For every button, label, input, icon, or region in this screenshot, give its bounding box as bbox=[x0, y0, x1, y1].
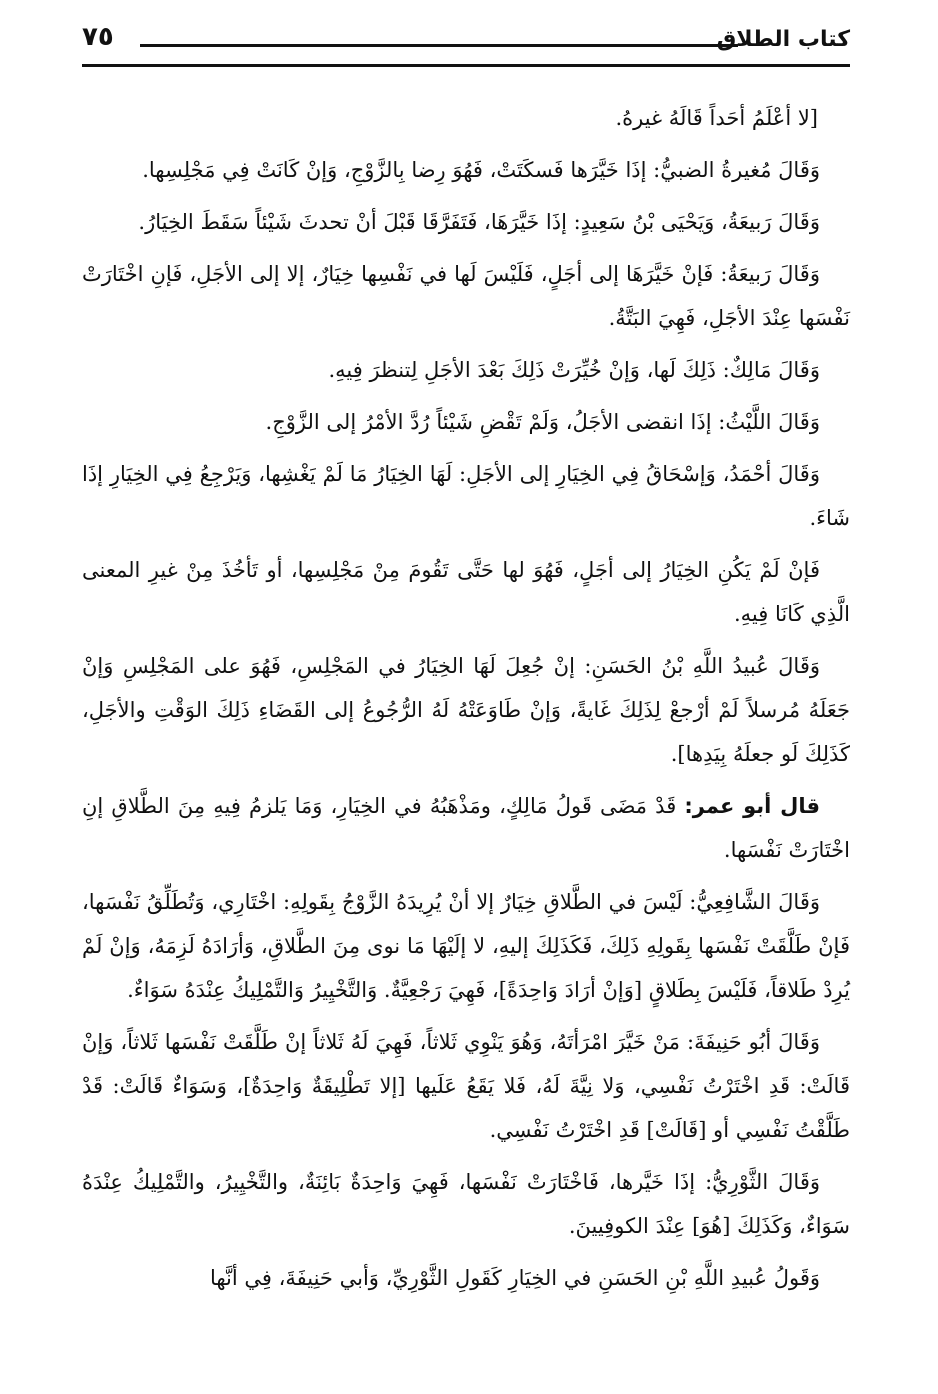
paragraph-text: وَقَولُ عُبيدِ اللَّهِ بْنِ الحَسَنِ في الخِيَارِ كَقَولِ الثَّوْرِيِّ، وَأبي حَنِيفَةَ، فِي أنَّها bbox=[209, 1266, 820, 1290]
header-underline bbox=[140, 44, 738, 47]
paragraph-text: قَدْ مَضَى قَولُ مَالِكٍ، ومَذْهَبُهُ في الخِيَارِ، وَمَا يَلزمُ فِيهِ مِنَ الطَّلاقِ إنِ اخْتَارَتْ نَفْسَها. bbox=[82, 794, 850, 862]
page-body bbox=[82, 96, 850, 1308]
paragraph bbox=[82, 1256, 850, 1300]
paragraph-text: وَقَالَ أحْمَدُ، وَإسْحَاقُ فِي الخِيَارِ إلى الأجَلِ: لَهَا الخِيَارُ مَا لَمْ يَغْشِها، وَيَرْجِعُ فِي الخِيَارِ إذَا شَاءَ. bbox=[82, 462, 850, 530]
paragraph bbox=[82, 148, 850, 192]
paragraph bbox=[82, 348, 850, 392]
paragraph bbox=[82, 1020, 850, 1152]
paragraph bbox=[82, 644, 850, 776]
paragraph bbox=[82, 252, 850, 340]
paragraph bbox=[82, 200, 850, 244]
paragraph-text: وَقَالَ مَالِكٌ: ذَلِكَ لَها، وَإنْ خُيِّرَتْ ذَلِكَ بَعْدَ الأجَلِ لِتنظرَ فِيهِ. bbox=[328, 358, 820, 382]
paragraph bbox=[82, 400, 850, 444]
paragraph bbox=[82, 96, 850, 140]
paragraph bbox=[82, 548, 850, 636]
paragraph-text: وَقَالَ رَبيعَةُ: فَإنْ خَيَّرَهَا إلى أجَلٍ، فَلَيْسَ لَها في نَفْسِها خِيَارٌ، إلا إلى الأجَلِ، فَإنِ اخْتَارَتْ نَفْسَها عِنْدَ الأجَلِ، فَهِيَ البَتَّةُ. bbox=[82, 262, 850, 330]
paragraph bbox=[82, 784, 850, 872]
paragraph-lead: قال أبو عمر: bbox=[684, 794, 820, 818]
running-title: كتاب الطلاق bbox=[716, 27, 850, 52]
paragraph bbox=[82, 1160, 850, 1248]
paragraph-text: وَقَالَ أبُو حَنِيفَةَ: مَنْ خَيَّرَ امْرَأتَهُ، وَهُوَ يَنْوِي ثَلاثاً، فَهِيَ لَهُ ثَلاثاً إنْ طَلَّقَتْ نَفْسَها ثَلاثاً، وَإنْ قَالَتْ: قَدِ اخْتَرْتُ نَفْسِي، وَلا نِيَّةَ لَهُ، فَلا يَقَعُ عَلَيها [إلا تَطْلِيقَةٌ وَاحِدَةٌ]، وَسَوَاءٌ قَالَتْ: قَدْ طَلَّقْتُ نَفْسِي أو [قَالَتْ] قَدِ اخْتَرْتُ نَفْسِي. bbox=[82, 1030, 850, 1142]
paragraph-text: فَإنْ لَمْ يَكُنِ الخِيَارُ إلى أجَلٍ، فَهُوَ لها حَتَّى تَقُومَ مِنْ مَجْلِسِها، أو تَأخُذَ مِنْ غيرِ المعنى الَّذِي كَانَا فِيهِ. bbox=[82, 558, 850, 626]
paragraph-text: وَقَالَ الثَّوْرِيُّ: إذَا خَيَّرها، فَاخْتَارَتْ نَفْسَها، فَهِيَ وَاحِدَةٌ بَائِنَةٌ، والتَّخْيِيرُ، والتَّمْلِيكُ عِنْدَهُ سَوَاءٌ، وَكَذَلِكَ [هُوَ] عِنْدَ الكوفِيينَ. bbox=[82, 1170, 850, 1238]
paragraph-text: وَقَالَ رَبيعَةُ، وَيَحْيَى بْنُ سَعِيدٍ: إذَا خَيَّرَهَا، فَتَفَرَّقَا قَبْلَ أنْ تحدثَ شَيْئاً سَقَطَ الخِيَارُ. bbox=[138, 210, 820, 234]
paragraph bbox=[82, 452, 850, 540]
header-separator bbox=[82, 64, 850, 67]
paragraph-text: وَقَالَ الشَّافِعِيُّ: لَيْسَ في الطَّلاقِ خِيَارٌ إلا أنْ يُرِيدَهُ الزَّوْجُ بِقَولِهِ: اخْتَارِي، وَتُطَلِّقُ نَفْسَها، فَإنْ طَلَّقَتْ نَفْسَها بِقَولِهِ ذَلِكَ، فَكَذَلِكَ إليهِ، لا إلَيْهَا مَا نوى مِنَ الطَّلاقِ، وَأرَادَهُ لَزِمَهُ، وَإنْ لَمْ يُرِدْ طَلاقاً، فَلَيْسَ بِطَلاقٍ [وَإنْ أرَادَ وَاحِدَةً]، فَهِيَ رَجْعِيَّةٌ. وَالتَّخْيِيرُ وَالتَّمْلِيكُ عِنْدَهُ سَوَاءٌ. bbox=[82, 890, 850, 1002]
paragraph bbox=[82, 880, 850, 1012]
paragraph-text: [لا أعْلَمُ أحَداً قَالَهُ غيرهُ. bbox=[615, 106, 818, 130]
paragraph-text: وَقَالَ اللَّيْثُ: إذَا انقضى الأجَلُ، وَلَمْ تَقْضِ شَيْئاً رُدَّ الأمْرُ إلى الزَّوْجِ. bbox=[265, 410, 820, 434]
paragraph-text: وَقَالَ عُبيدُ اللَّهِ بْنُ الحَسَنِ: إنْ جُعِلَ لَهَا الخِيَارُ في المَجْلِسِ، فَهُوَ على المَجْلِسِ وَإنْ جَعَلَهُ مُرسلاً لَمْ أرْجعْ لِذَلِكَ غَايةً، وَإنْ طَاوَعَتْهُ لَهُ الرُّجُوعُ إلى القَضَاءِ ذَلِكَ الوَقْتِ والأجَلِ، كَذَلِكَ لَو جعلَهُ بِيَدِها]. bbox=[82, 654, 850, 766]
paragraph-text: وَقَالَ مُغيرةُ الضبيُّ: إذَا خَيَّرَها فَسكَتَتْ، فَهُوَ رِضا بِالزَّوْجِ، وَإنْ كَانَتْ فِي مَجْلِسِها. bbox=[142, 158, 820, 182]
page-header bbox=[82, 20, 850, 60]
page-number: ٧٥ bbox=[82, 22, 114, 52]
